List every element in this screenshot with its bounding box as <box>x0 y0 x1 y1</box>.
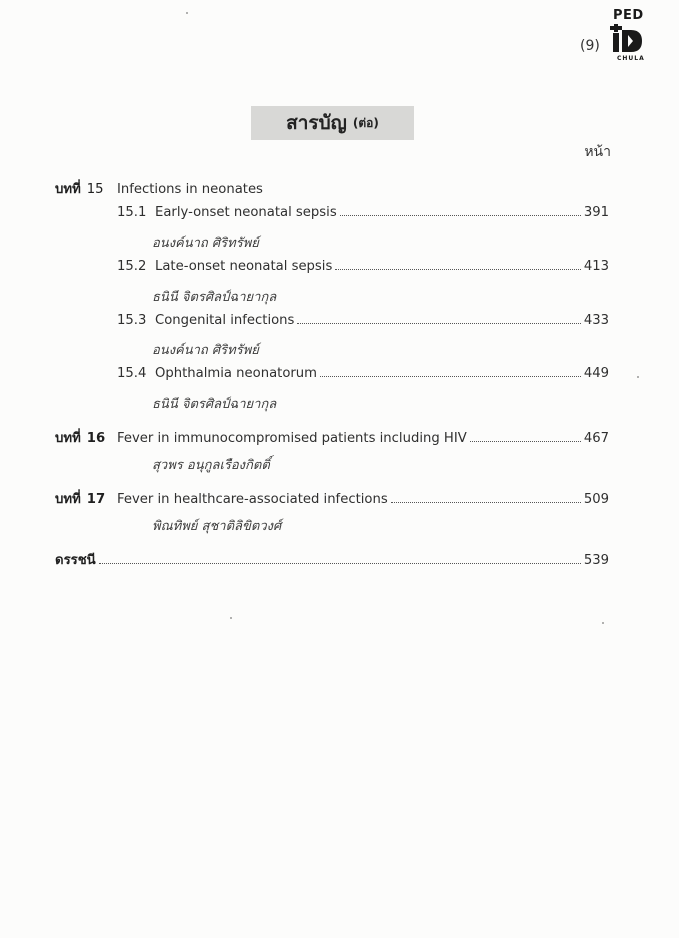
dot-leader <box>391 502 581 503</box>
page-number: (9) <box>580 38 600 54</box>
section-title: Congenital infections <box>155 313 295 328</box>
chapter-number: 16 <box>86 431 106 446</box>
toc-section-15-1[interactable] <box>117 205 609 220</box>
chapter-author: พิณทิพย์ สุชาติลิขิตวงศ์ <box>152 519 282 534</box>
section-author: ธนินี จิตรศิลป์ฉายากุล <box>152 290 277 305</box>
dot-leader <box>320 376 581 377</box>
scan-speck <box>230 617 232 619</box>
section-title: Late-onset neonatal sepsis <box>155 259 333 274</box>
page-title: สารบัญ <box>286 112 347 134</box>
section-page: 449 <box>583 366 609 381</box>
section-title: Early-onset neonatal sepsis <box>155 205 337 220</box>
dot-leader <box>99 563 581 564</box>
section-number: 15.2 <box>117 259 147 274</box>
toc-section-15-4[interactable] <box>117 366 609 381</box>
chapter-author: สุวพร อนุกูลเรืองกิตติ์ <box>152 458 270 473</box>
chapter-number: 17 <box>86 492 106 507</box>
chapter-label: บทที่ <box>55 431 81 446</box>
toc-chapter-15[interactable] <box>55 178 615 199</box>
index-page: 539 <box>583 553 609 568</box>
page-column-heading: หน้า <box>584 144 611 160</box>
section-number: 15.1 <box>117 205 147 220</box>
chapter-title: Fever in healthcare-associated infections <box>117 492 388 507</box>
section-page: 413 <box>583 259 609 274</box>
chapter-label: บทที่ <box>55 492 81 507</box>
section-author: อนงค์นาถ ศิริทรัพย์ <box>152 236 259 251</box>
scan-speck <box>637 376 639 378</box>
section-page: 391 <box>583 205 609 220</box>
toc-section-15-2[interactable] <box>117 259 609 274</box>
toc-section-15-3[interactable] <box>117 313 609 328</box>
logo-text-ped: PED <box>613 8 644 23</box>
toc-index[interactable] <box>55 549 609 570</box>
logo-text-chula: CHULA <box>617 55 645 62</box>
title-banner <box>251 106 414 140</box>
dot-leader <box>335 269 580 270</box>
chapter-title: Infections in neonates <box>117 182 263 197</box>
dot-leader <box>340 215 581 216</box>
section-number: 15.3 <box>117 313 147 328</box>
chapter-page: 467 <box>583 431 609 446</box>
chapter-number: 15 <box>86 182 104 197</box>
section-page: 433 <box>583 313 609 328</box>
chapter-label: บทที่ <box>55 182 81 197</box>
section-author: ธนินี จิตรศิลป์ฉายากุล <box>152 397 277 412</box>
chapter-title: Fever in immunocompromised patients including HIV <box>117 431 467 446</box>
toc-chapter-16[interactable] <box>55 427 609 448</box>
chapter-page: 509 <box>583 492 609 507</box>
section-title: Ophthalmia neonatorum <box>155 366 318 381</box>
section-number: 15.4 <box>117 366 147 381</box>
dot-leader <box>470 441 581 442</box>
ped-id-chula-logo <box>604 8 650 66</box>
scan-speck <box>602 622 604 624</box>
id-logo-icon <box>604 24 650 56</box>
scan-speck <box>186 12 188 14</box>
dot-leader <box>297 323 580 324</box>
section-author: อนงค์นาถ ศิริทรัพย์ <box>152 343 259 358</box>
index-label: ดรรชนี <box>55 553 96 568</box>
toc-chapter-17[interactable] <box>55 488 609 509</box>
page-title-continued: (ต่อ) <box>352 115 379 130</box>
